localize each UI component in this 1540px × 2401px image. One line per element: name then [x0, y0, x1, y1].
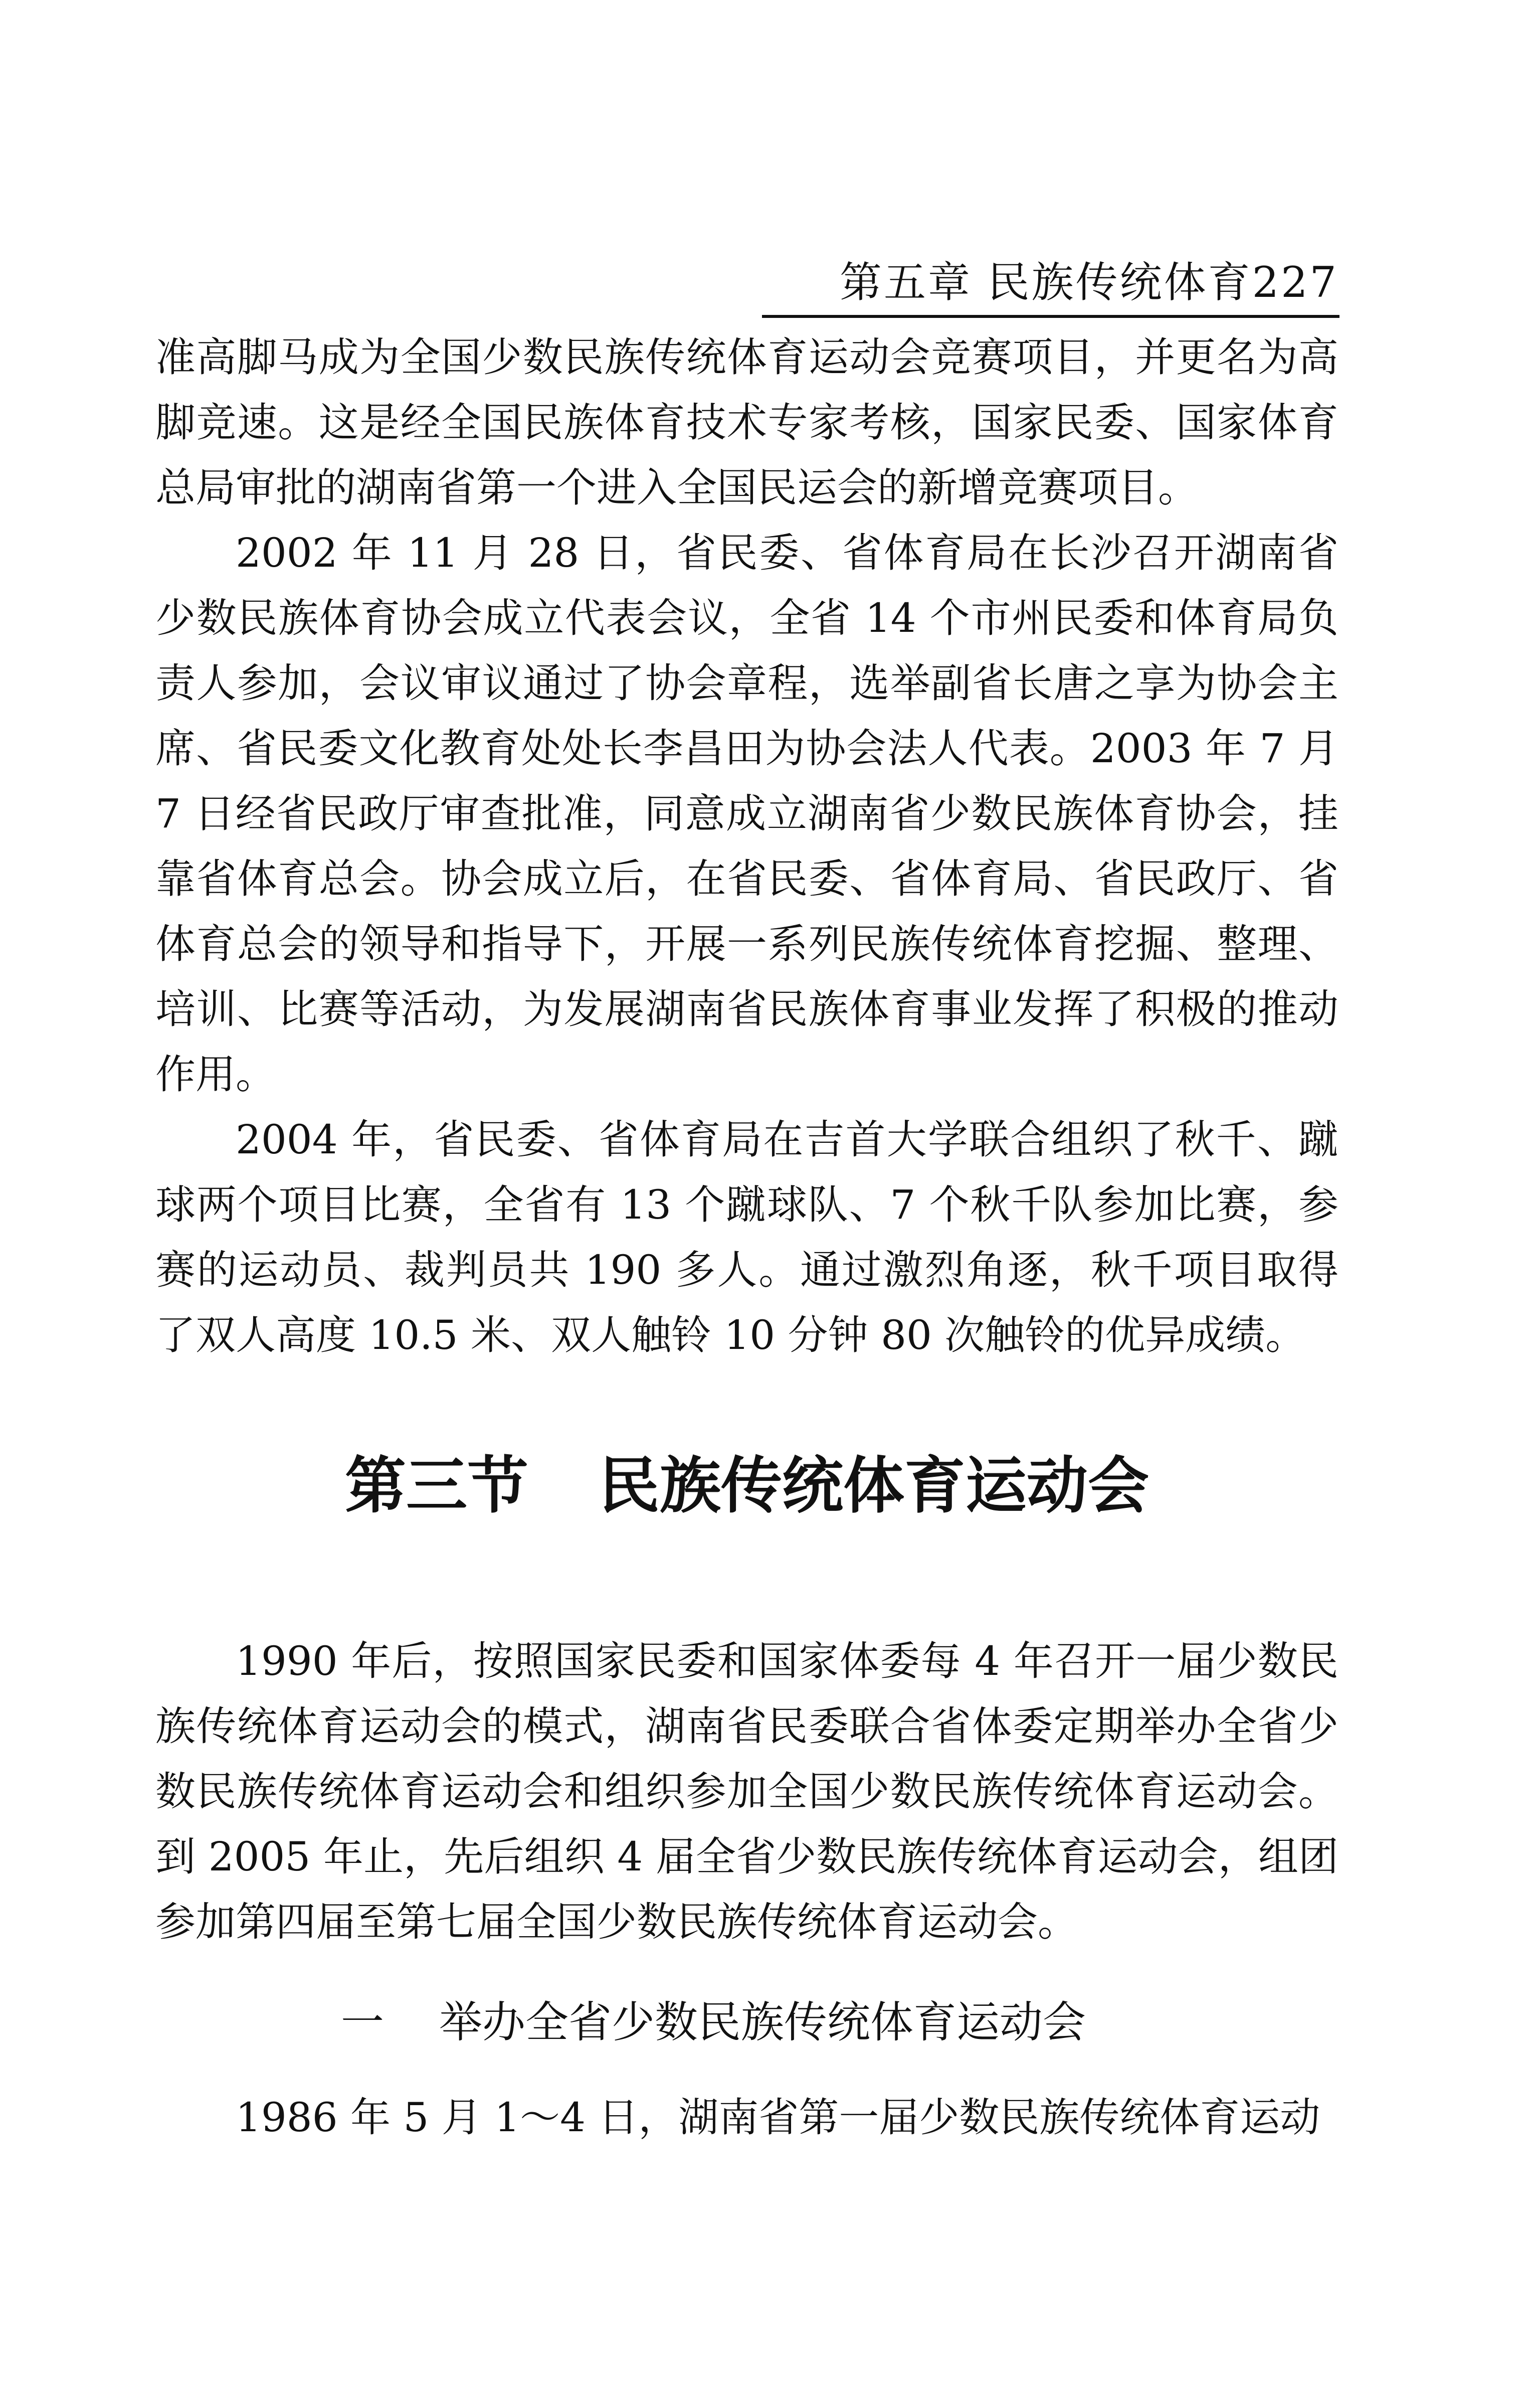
- paragraph: 2002 年 11 月 28 日，省民委、省体育局在长沙召开湖南省少数民族体育协会成立代表会议，全省 14 个市州民委和体育局负责人参加，会议审议通过了协会章程，选举副省长唐之享为协会主席、省民委文化教育处处长李昌田为协会法人代表。2003 年 7 月 7 日经省民政厅审查批准，同意成立湖南省少数民族体育协会，挂靠省体育总会。协会成立后，在省民委、省体育局、省民政厅、省体育总会的领导和指导下，开展一系列民族传统体育挖掘、整理、培训、比赛等活动，为发展湖南省民族体育事业发挥了积极的推动作用。: [155, 530, 1338, 1098]
- subsection-paragraph: 1986 年 5 月 1～4 日，湖南省第一届少数民族传统体育运动: [236, 2094, 1320, 2141]
- subsection-title: 举办全省少数民族传统体育运动会: [439, 1997, 1086, 2047]
- chapter-title: 第五章 民族传统体育: [839, 258, 1252, 307]
- header-rule: [762, 315, 1339, 318]
- section-number: 第三节: [345, 1450, 528, 1521]
- page-body: [155, 325, 1338, 2150]
- section-intro-paragraph: 1990 年后，按照国家民委和国家体委每 4 年召开一届少数民族传统体育运动会的模式，湖南省民委联合省体委定期举办全省少数民族传统体育运动会和组织参加全国少数民族传统体育运动会。到 2005 年止，先后组织 4 届全省少数民族传统体育运动会，组团参加第四届至第七届全国少数民族传统体育运动会。: [155, 1638, 1338, 1945]
- section-heading: [155, 1448, 1338, 1523]
- subsection-number: 一: [341, 1997, 384, 2047]
- running-header: [762, 255, 1338, 310]
- paragraph: 2004 年，省民委、省体育局在吉首大学联合组织了秋千、蹴球两个项目比赛，全省有 13 个蹴球队、7 个秋千队参加比赛，参赛的运动员、裁判员共 190 多人。通过激烈角逐，秋千项目取得了双人高度 10.5 米、双人触铃 10 分钟 80 次触铃的优异成绩。: [155, 1116, 1338, 1358]
- page-number: 227: [1252, 258, 1338, 307]
- subsection-heading: [155, 1990, 1338, 2055]
- section-title: 民族传统体育运动会: [599, 1450, 1149, 1521]
- paragraph-continued: 准高脚马成为全国少数民族传统体育运动会竞赛项目，并更名为高脚竞速。这是经全国民族体育技术专家考核，国家民委、国家体育总局审批的湖南省第一个进入全国民运会的新增竞赛项目。: [155, 334, 1338, 511]
